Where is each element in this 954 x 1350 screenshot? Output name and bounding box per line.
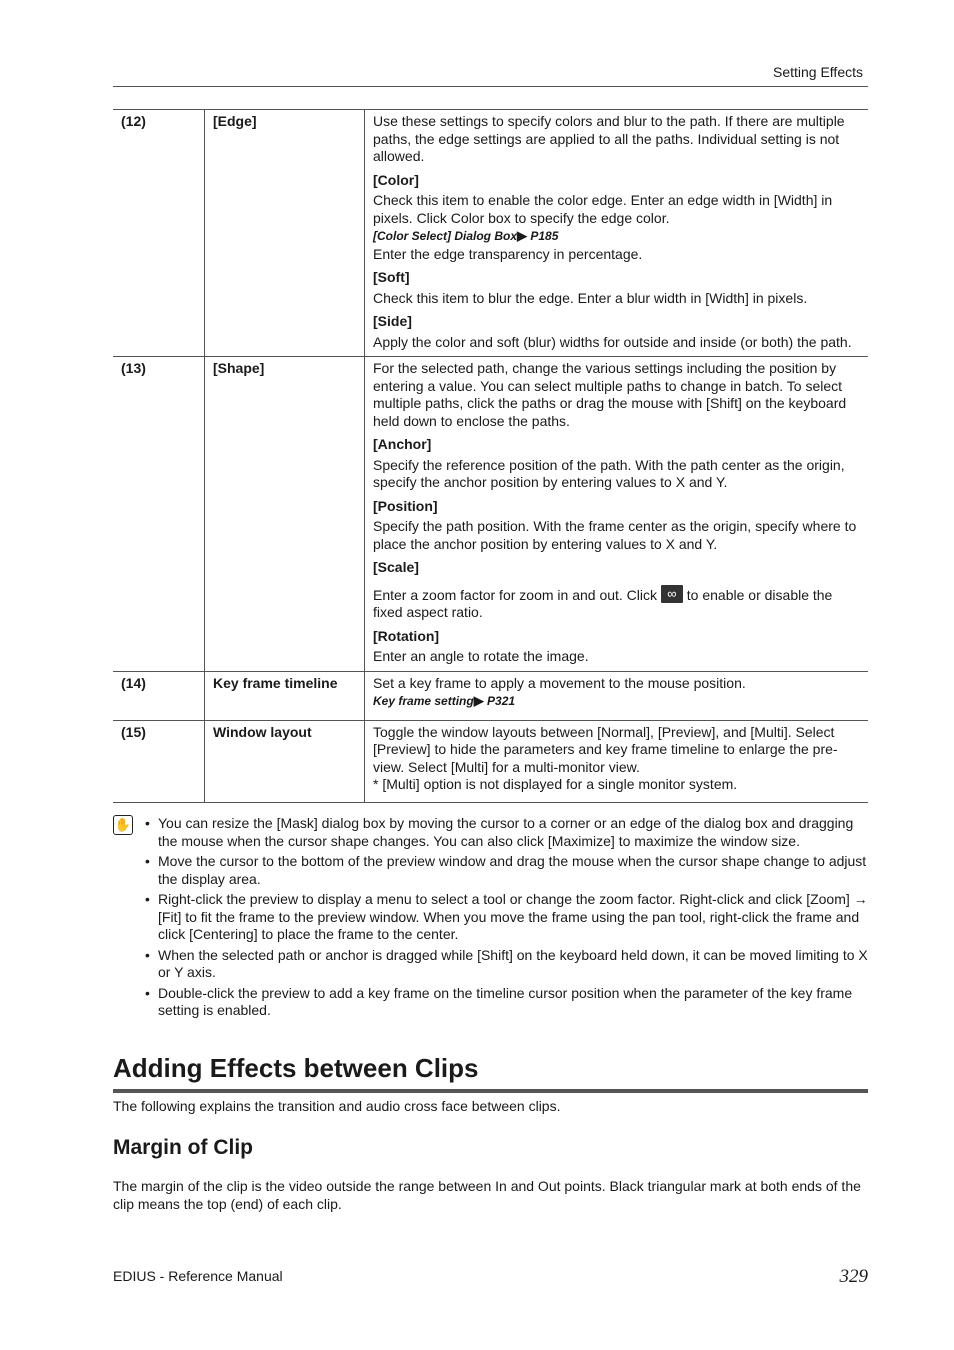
- color-heading: [Color]: [373, 171, 419, 188]
- color-select-reference[interactable]: [373, 227, 860, 246]
- position-text: Specify the path position. With the frame center as the origin, specify where to place the anchor position by entering values to X and Y.: [373, 518, 857, 552]
- notes-block: [113, 815, 868, 1023]
- rotation-text: Enter an angle to rotate the image.: [373, 648, 589, 664]
- subsection-title: Margin of Clip: [113, 1136, 253, 1159]
- edge-intro: Use these settings to specify colors and blur to the path. If there are multiple paths, the edge settings are applied to all the paths. Individual setting is not allowed.: [373, 113, 845, 164]
- row-description: [365, 720, 869, 802]
- notes-list: [113, 815, 868, 1020]
- parameter-table: [113, 109, 868, 803]
- section-rule: [113, 1089, 868, 1093]
- window-layout-note: * [Multi] option is not displayed for a single monitor system.: [373, 776, 738, 792]
- row-description: [365, 357, 869, 672]
- row-description: [365, 671, 869, 720]
- soft-text: Check this item to blur the edge. Enter a blur width in [Width] in pixels.: [373, 289, 808, 306]
- keyframe-text: Set a key frame to apply a movement to the mouse position.: [373, 674, 746, 691]
- soft-heading: [Soft]: [373, 269, 410, 285]
- arrow-right-icon: ▶: [473, 693, 484, 708]
- subsection-text: The margin of the clip is the video outside the range between In and Out points. Black triangular mark at both ends of the clip means the top (end) of each clip.: [113, 1178, 861, 1212]
- table-row: [113, 720, 868, 802]
- window-layout-text: Toggle the window layouts between [Normal], [Preview], and [Multi]. Select [Preview] to hide the parameters and key frame timeline to enlarge the pre-view. Select [Multi] for a multi-monitor view.: [373, 723, 838, 775]
- color-text-2: Enter the edge transparency in percentage.: [373, 245, 643, 262]
- ref-page: P321: [487, 694, 516, 708]
- side-heading: [Side]: [373, 313, 412, 329]
- keyframe-reference[interactable]: [373, 692, 860, 711]
- anchor-text: Specify the reference position of the path. With the path center as the origin, specify the anchor position by entering values to X and Y.: [373, 456, 845, 490]
- ref-page: P185: [530, 229, 559, 243]
- row-name: [Shape]: [205, 357, 365, 672]
- shape-intro: For the selected path, change the various settings including the position by entering a value. You can select multiple paths to change in batch. To select multiple paths, click the paths or drag the mouse with [Shift] on the keyboard held down to enclose the paths.: [373, 360, 847, 429]
- row-name: [Edge]: [205, 110, 365, 357]
- row-number: (14): [121, 674, 146, 691]
- scale-text-a: Enter a zoom factor for zoom in and out. Click: [373, 586, 658, 603]
- header-rule: [113, 86, 868, 87]
- position-heading: [Position]: [373, 497, 438, 514]
- list-item: • Double-click the preview to add a key frame on the timeline cursor position when the parameter of the key frame setting is enabled.: [158, 985, 868, 1020]
- row-number: (15): [121, 723, 146, 740]
- link-icon[interactable]: ∞: [661, 585, 683, 603]
- arrow-right-icon: ▶: [517, 228, 528, 243]
- section-title: Adding Effects between Clips: [113, 1053, 479, 1083]
- ref-label: [Color Select] Dialog Box: [373, 229, 518, 243]
- scale-heading: [Scale]: [373, 559, 419, 575]
- row-name: Key frame timeline: [205, 671, 365, 720]
- ref-label: Key frame setting: [373, 694, 474, 708]
- section-intro: The following explains the transition and audio cross face between clips.: [113, 1098, 561, 1114]
- list-item: • When the selected path or anchor is dragged while [Shift] on the keyboard held down, it can be moved limiting to X or Y axis.: [158, 947, 868, 982]
- hand-note-icon: ✋: [113, 815, 133, 835]
- scale-text: [373, 585, 860, 622]
- anchor-heading: [Anchor]: [373, 436, 432, 452]
- header-section: Setting Effects: [772, 64, 863, 80]
- row-number: (12): [121, 113, 146, 129]
- list-item: • Move the cursor to the bottom of the preview window and drag the mouse when the cursor shape change to adjust the display area.: [158, 853, 868, 888]
- table-row: [113, 357, 868, 672]
- table-row: [113, 110, 868, 357]
- rotation-heading: [Rotation]: [373, 627, 440, 644]
- list-item: • Right-click the preview to display a menu to select a tool or change the zoom factor. Right-click and click [Zoom] → [Fit] to fit the frame to the preview window. When you move the frame using the pan tool, right-click the frame and click [Centering] to place the frame to the center.: [158, 891, 868, 944]
- side-text: Apply the color and soft (blur) widths for outside and inside (or both) the path.: [373, 333, 852, 350]
- footer-manual: EDIUS - Reference Manual: [113, 1268, 283, 1284]
- table-row: [113, 671, 868, 720]
- list-item: • You can resize the [Mask] dialog box by moving the cursor to a corner or an edge of the dialog box and dragging the mouse when the cursor shape changes. You can also click [Maximize] to maximize the window size.: [158, 815, 868, 850]
- page-number: 329: [839, 1266, 868, 1287]
- row-name: Window layout: [205, 720, 365, 802]
- row-number: (13): [121, 360, 146, 376]
- color-text: Check this item to enable the color edge. Enter an edge width in [Width] in pixels. Click Color box to specify the edge color.: [373, 192, 833, 226]
- scale-text-b: to enable or disable the fixed aspect ratio.: [373, 586, 833, 620]
- row-description: [365, 110, 869, 357]
